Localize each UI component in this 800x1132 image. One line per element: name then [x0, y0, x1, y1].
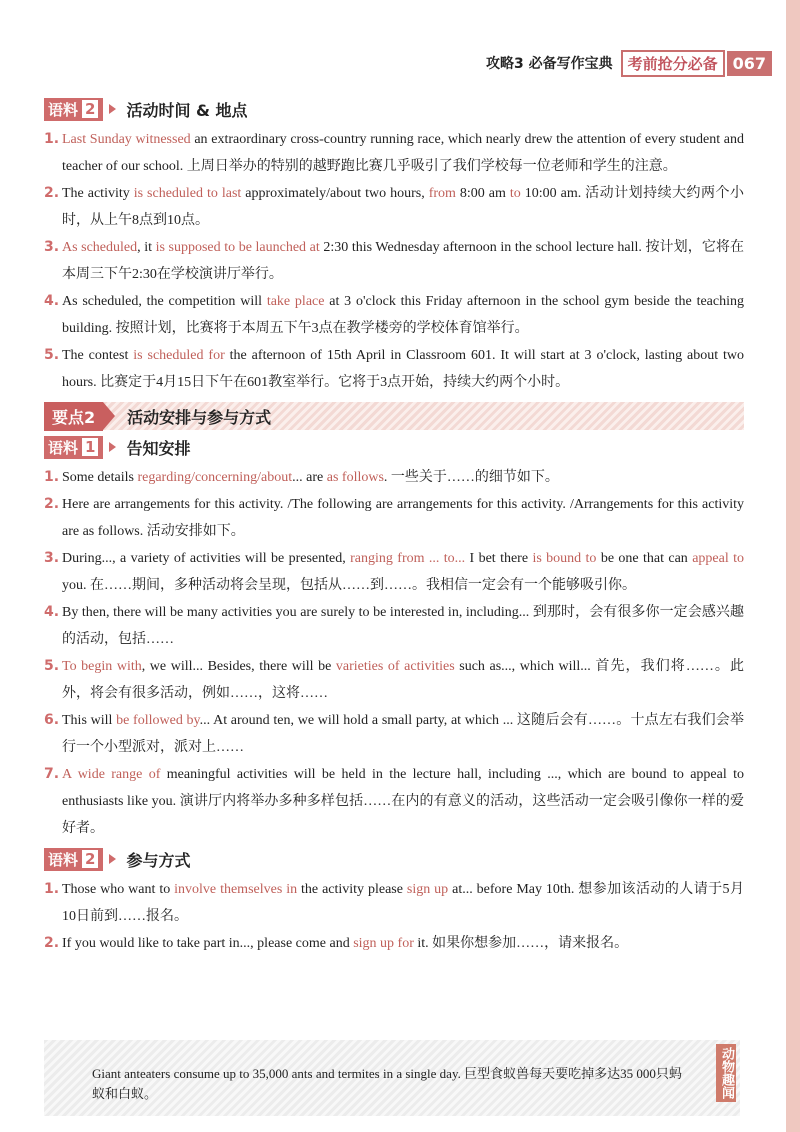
item-text — [62, 876, 744, 930]
text-run: it. 如果你想参加……，请来报名。 — [413, 936, 629, 951]
text-run: an extraordinary cross-country running race, which nearly drew the attention of every student and teacher of our school. 上周日举办的特别的越野跑比赛几乎吸引了我们学校每一位老师和学生的注意。 — [62, 132, 744, 174]
item-text — [62, 761, 744, 842]
list-item — [44, 930, 744, 957]
item-number: 2. — [44, 935, 60, 951]
text-run: you. 在……期间，多种活动将会呈现，包括从……到……。我相信一定会有一个能够吸引你。 — [62, 578, 636, 593]
text-run: 10:00 am. 活动计划持续大约两个小时，从上午8点到10点。 — [62, 186, 744, 228]
highlight-phrase: ranging from ... to... — [350, 551, 466, 566]
text-run: 2:30 this Wednesday afternoon in the school lecture hall. 按计划，它将在本周三下午2:30在学校演讲厅举行。 — [62, 240, 745, 282]
item-text — [62, 653, 744, 707]
highlight-phrase: to — [509, 186, 521, 201]
list-item — [44, 707, 744, 761]
item-number: 3. — [44, 239, 60, 255]
highlight-phrase: As scheduled — [62, 240, 138, 255]
page-header — [486, 50, 772, 76]
text-run: , we will... Besides, there will be — [141, 659, 336, 674]
list-item — [44, 288, 744, 342]
item-number: 6. — [44, 712, 60, 728]
major-section-heading — [44, 402, 744, 430]
item-text — [62, 126, 744, 180]
label-title: 参与方式 — [126, 850, 191, 870]
sub-label — [44, 846, 744, 872]
text-run: The contest — [62, 348, 134, 363]
highlight-phrase: appeal to — [692, 551, 745, 566]
label-tag-number: 1 — [81, 437, 99, 457]
text-run: meaningful activities will be held in the lecture hall, including ..., which are bound to appeal to enthusiasts like you. 演讲厅内将举办多种多样包括……在内的有意义的活动，这些活动一定会吸引像你一样的爱好者。 — [62, 767, 744, 836]
highlight-phrase: To begin with — [62, 659, 142, 674]
highlight-phrase: regarding/concerning/about — [137, 470, 293, 485]
highlight-phrase: is scheduled to last — [133, 186, 242, 201]
list-item — [44, 653, 744, 707]
sub-label — [44, 434, 744, 460]
triangle-arrow-icon — [109, 442, 116, 452]
text-run: If you would like to take part in..., please come and — [62, 936, 354, 951]
header-section-box: 考前抢分必备 — [621, 50, 725, 77]
label-tag-text: 语料 — [48, 438, 79, 457]
item-text — [62, 342, 744, 396]
item-text — [62, 464, 744, 491]
text-run: at 3 o'clock this Friday afternoon in the school gym beside the teaching building. 按照计划，比赛将于本周五下午3点在教学楼旁的学校体育馆举行。 — [62, 294, 744, 336]
highlight-phrase: be followed by — [116, 713, 200, 728]
list-item — [44, 464, 744, 491]
side-edge-strip — [786, 0, 800, 1132]
major-title: 活动安排与参与方式 — [127, 407, 272, 427]
label-title: 告知安排 — [126, 438, 191, 458]
list-item — [44, 491, 744, 545]
item-number: 2. — [44, 185, 60, 201]
item-text — [62, 491, 744, 545]
text-run: By then, there will be many activities you are surely to be interested in, including... 到那时，会有很多你一定会感兴趣的活动，包括…… — [62, 605, 744, 647]
highlight-phrase: is scheduled for — [133, 348, 225, 363]
list-item — [44, 545, 744, 599]
list-item — [44, 180, 744, 234]
footer-fact-box — [44, 1040, 740, 1116]
label-tag-number: 2 — [81, 849, 99, 869]
item-number: 2. — [44, 496, 60, 512]
label-tag-number: 2 — [81, 99, 99, 119]
label-tag-text: 语料 — [48, 850, 79, 869]
main-content — [44, 92, 744, 957]
text-run: be one that can — [596, 551, 693, 566]
item-text — [62, 930, 744, 957]
item-text — [62, 288, 744, 342]
text-run: the activity please — [297, 882, 407, 897]
list-item — [44, 126, 744, 180]
text-run: at... before May 10th. 想参加该活动的人请于5月10日前到……报名。 — [62, 882, 744, 924]
item-number: 5. — [44, 658, 60, 674]
item-text — [62, 234, 744, 288]
item-number: 4. — [44, 604, 60, 620]
highlight-phrase: is bound to — [532, 551, 597, 566]
item-number: 1. — [44, 881, 60, 897]
text-run: such as..., which will... 首先，我们将……。此外，将会有很多活动，例如……，这将…… — [62, 659, 744, 701]
item-text — [62, 545, 744, 599]
text-run: As scheduled, the competition will — [62, 294, 267, 309]
text-run: I bet there — [465, 551, 533, 566]
item-text — [62, 707, 744, 761]
sub-label — [44, 96, 744, 122]
major-tag: 要点2 — [44, 402, 103, 431]
list-item — [44, 761, 744, 842]
item-text — [62, 599, 744, 653]
highlight-phrase: sign up — [406, 882, 449, 897]
highlight-phrase: A wide range of — [62, 767, 161, 782]
label-tag — [44, 436, 103, 459]
highlight-phrase: take place — [266, 294, 325, 309]
list-item — [44, 599, 744, 653]
item-number: 1. — [44, 469, 60, 485]
item-number: 5. — [44, 347, 60, 363]
item-text — [62, 180, 744, 234]
text-run: Some details — [62, 470, 138, 485]
highlight-phrase: Last Sunday witnessed — [62, 132, 191, 147]
chevron-icon — [103, 402, 115, 430]
page-number: 067 — [727, 51, 772, 76]
highlight-phrase: is supposed to be launched at — [155, 240, 320, 255]
item-number: 1. — [44, 131, 60, 147]
label-title: 活动时间 & 地点 — [126, 100, 248, 120]
item-number: 7. — [44, 766, 60, 782]
text-run: ... At around ten, we will hold a small party, at which ... 这随后会有……。十点左右我们会举行一个小型派对，派对上…… — [62, 713, 745, 755]
highlight-phrase: varieties of activities — [335, 659, 455, 674]
list-item — [44, 234, 744, 288]
text-run: ... are — [292, 470, 327, 485]
triangle-arrow-icon — [109, 104, 116, 114]
text-run: This will — [62, 713, 117, 728]
text-run: Those who want to — [62, 882, 175, 897]
footer-badge: 动物趣闻 — [716, 1044, 736, 1102]
text-run: Here are arrangements for this activity. /The following are arrangements for this activity. /Arrangements for this activity are as follows. 活动安排如下。 — [62, 497, 744, 539]
highlight-phrase: as follows — [326, 470, 384, 485]
text-run: During..., a variety of activities will be presented, — [62, 551, 351, 566]
highlight-phrase: involve themselves in — [174, 882, 298, 897]
label-tag — [44, 98, 103, 121]
item-number: 4. — [44, 293, 60, 309]
text-run: approximately/about two hours, — [241, 186, 429, 201]
text-run: the afternoon of 15th April in Classroom 601. It will start at 3 o'clock, lasting about two hours. 比赛定于4月15日下午在601教室举行。它将于3点开始，持续大约两个小时。 — [62, 348, 745, 390]
footer-fact-text: Giant anteaters consume up to 35,000 ants and termites in a single day. 巨型食蚁兽每天要吃掉多达35 000只蚂蚁和白蚁。 — [92, 1066, 682, 1101]
text-run: , it — [137, 240, 156, 255]
list-item — [44, 342, 744, 396]
list-item — [44, 876, 744, 930]
label-tag — [44, 848, 103, 871]
text-run: 8:00 am — [455, 186, 510, 201]
text-run: . 一些关于……的细节如下。 — [383, 470, 559, 485]
highlight-phrase: sign up for — [353, 936, 414, 951]
triangle-arrow-icon — [109, 854, 116, 864]
highlight-phrase: from — [428, 186, 456, 201]
text-run: The activity — [62, 186, 134, 201]
label-tag-text: 语料 — [48, 100, 79, 119]
item-number: 3. — [44, 550, 60, 566]
header-breadcrumb: 攻略3 必备写作宝典 — [485, 56, 613, 72]
